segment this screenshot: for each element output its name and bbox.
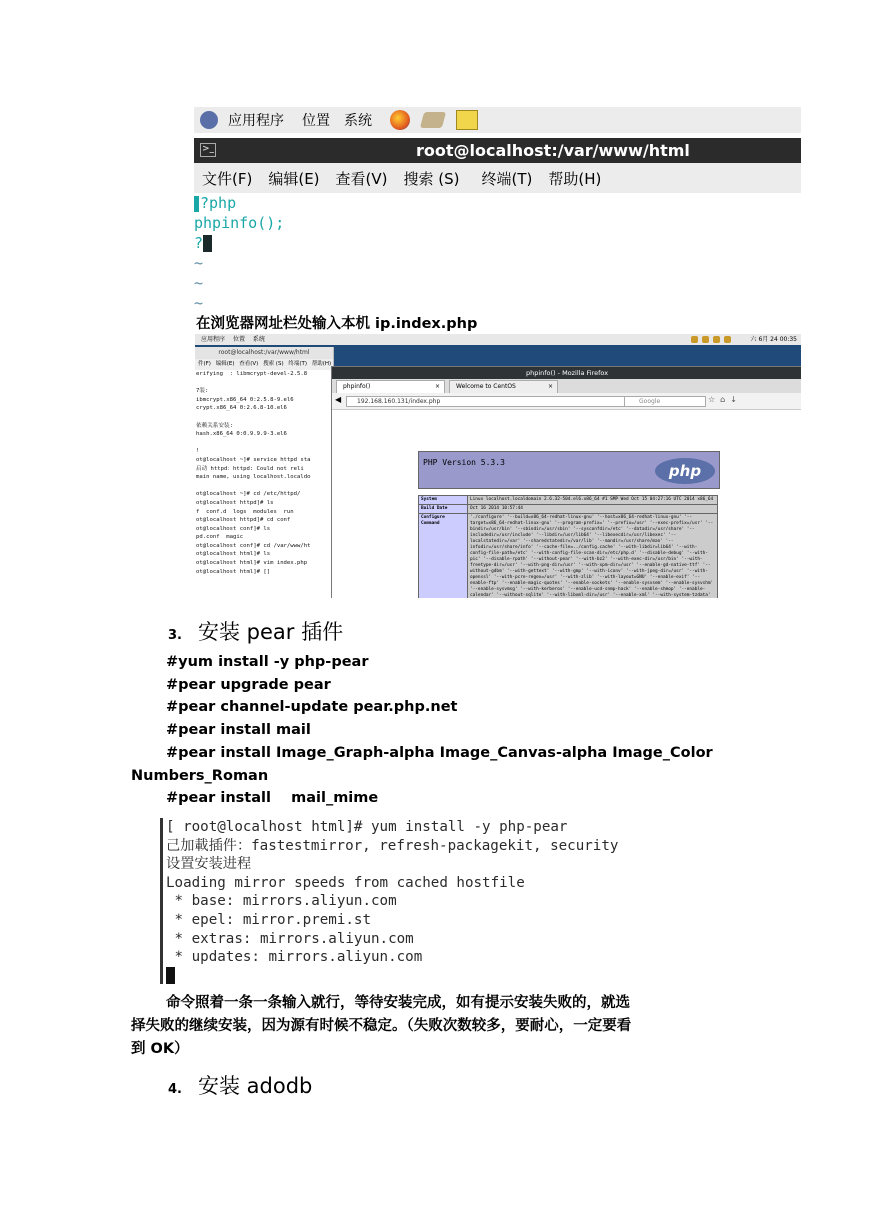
command-line: Numbers_Roman xyxy=(131,768,269,784)
menu-edit: 编辑(E) xyxy=(215,361,235,367)
tab-bar xyxy=(332,379,801,393)
menu-file: 件(F) xyxy=(198,361,211,367)
menu-view: 查看(V) xyxy=(335,169,388,188)
table-row xyxy=(419,514,718,599)
terminal-menubar xyxy=(195,359,333,370)
empty-line-marker: ~ xyxy=(194,274,204,292)
terminal-window xyxy=(195,347,334,598)
terminal-line: [ root@localhost html]# yum install -y php-pear xyxy=(166,819,568,835)
terminal-line: hash.x86_64 0:0.9.9.9-3.el6 xyxy=(196,431,287,438)
row-key: Build Date xyxy=(419,505,468,514)
row-key: Configure Command xyxy=(419,514,468,599)
command-line: #pear install mail_mime xyxy=(166,790,379,806)
terminal-title: root@localhost:/var/www/html xyxy=(195,347,333,359)
panel-applications: 应用程序 xyxy=(228,113,284,129)
search-field: Google xyxy=(624,396,706,407)
command-line: #pear upgrade pear xyxy=(166,677,331,693)
row-value: Linux localhost.localdomain 2.6.32-504.el6.x86_64 #1 SMP Wed Oct 15 04:27:16 UTC 2014 x86_64 xyxy=(468,496,718,505)
terminal-line xyxy=(196,379,333,388)
close-icon: × xyxy=(434,383,440,390)
close-icon: × xyxy=(547,383,553,390)
panel-places: 位置 xyxy=(232,336,245,343)
empty-line-marker: ~ xyxy=(194,254,204,272)
terminal-line: ot@localhost httpd]# cd conf xyxy=(196,517,291,524)
terminal-line: erifying : libmcrypt-devel-2.5.8 xyxy=(196,371,308,377)
terminal-line: pd.conf magic xyxy=(196,534,244,541)
command-line: #yum install -y php-pear xyxy=(166,654,369,670)
terminal-line: * updates: mirrors.aliyun.com xyxy=(166,949,423,966)
table-row xyxy=(419,505,718,514)
navigation-bar xyxy=(332,393,801,410)
window-border xyxy=(160,818,163,984)
terminal-line xyxy=(196,413,333,422)
row-value: Oct 16 2014 10:57:44 xyxy=(468,505,718,514)
panel-places: 位置 xyxy=(302,113,330,129)
yum-output-screenshot xyxy=(160,814,660,986)
desktop-top-panel xyxy=(195,334,801,345)
code-line: ? xyxy=(194,234,204,252)
terminal-line: ot@localhost html]# [] xyxy=(196,568,271,575)
terminal-line: ot@localhost conf]# cd /var/www/ht xyxy=(196,542,311,549)
command-line: #pear install mail xyxy=(166,722,311,738)
tray-icon xyxy=(713,336,720,343)
terminal-line: * extras: mirrors.aliyun.com xyxy=(166,930,414,947)
tab-label: Welcome to CentOS xyxy=(456,383,516,390)
section-title: 安装 adodb xyxy=(198,1074,313,1098)
row-key: System xyxy=(419,496,468,505)
terminal-output xyxy=(166,818,618,967)
terminal-line: ot@localhost conf]# ls xyxy=(196,525,271,532)
panel-system: 系统 xyxy=(252,336,265,343)
vim-buffer xyxy=(194,193,284,312)
phpinfo-table xyxy=(418,495,718,598)
menu-search: 搜索 (S) xyxy=(403,169,460,188)
section-heading-4 xyxy=(168,1070,312,1100)
section-title: 安装 pear 插件 xyxy=(198,620,344,644)
terminal-titlebar xyxy=(194,138,801,163)
row-value: './configure' '--build=x86_64-redhat-linux-gnu' '--host=x86_64-redhat-linux-gnu' '--target=x86_64-redhat-linux-gnu' '--program-prefix=' '--prefix=/usr' '--exec-prefix=/usr' '--bindir=/usr/bin' '--sbindir=/usr/sbin' '--sysconfdir=/etc' '--datadir=/usr/share' '--includedir=/usr/include' '--libdir=/usr/lib64' '--libexecdir=/usr/libexec' '--localstatedir=/var' '--sharedstatedir=/var/lib' '--mandir=/usr/share/man' '--infodir=/usr/share/info' '--cache-file=../config.cache' '--with-libdir=lib64' '--with-config-file-path=/etc' '--with-config-file-scan-dir=/etc/php.d' '--disable-debug' '--with-pic' '--disable-rpath' '--without-pear' '--with-bz2' '--with-exec-dir=/usr/bin' '--with-freetype-dir=/usr' '--with-png-dir=/usr' '--with-xpm-dir=/usr' '--enable-gd-native-ttf' '--without-gdbm' '--with-gettext' '--with-gmp' '--with-iconv' '--with-jpeg-dir=/usr' '--with-openssl' '--with-pcre-regex=/usr' '--with-zlib' '--with-layout=GNU' '--enable-exif' '--enable-ftp' '--enable-magic-quotes' '--enable-sockets' '--enable-sysvsem' '--enable-sysvshm' '--enable-sysvmsg' '--with-kerberos' '--enable-ucd-snmp-hack' '--enable-shmop' '--enable-calendar' '--without-sqlite' '--with-libxml-dir=/usr' '--enable-xml' '--with-system-tzdata' xyxy=(468,514,718,599)
menu-terminal: 终端(T) xyxy=(481,169,533,188)
mail-icon xyxy=(420,112,446,128)
cursor-mark-icon xyxy=(194,196,199,212)
firefox-phpinfo-screenshot xyxy=(195,334,801,598)
terminal-line: ot@localhost html]# ls xyxy=(196,551,271,558)
system-tray xyxy=(691,336,731,343)
code-line: phpinfo(); xyxy=(194,214,285,232)
notes-icon xyxy=(456,110,478,130)
terminal-line: * base: mirrors.aliyun.com xyxy=(166,893,397,910)
terminal-line: ot@localhost ~]# cd /etc/httpd/ xyxy=(196,491,301,498)
toolbar-icons: ☆⌂↓ xyxy=(708,395,742,404)
command-line: #pear channel-update pear.php.net xyxy=(166,699,458,715)
empty-line-marker: ~ xyxy=(194,294,204,312)
terminal-line: Loading mirror speeds from cached hostfile xyxy=(166,874,525,891)
menu-file: 文件(F) xyxy=(202,169,253,188)
menu-help: 帮助(H) xyxy=(548,169,602,188)
section-number: 4. xyxy=(168,1082,182,1097)
panel-clock: 六 6月 24 00:35 xyxy=(750,336,797,343)
firefox-window xyxy=(331,366,801,598)
terminal-menubar xyxy=(194,163,801,193)
terminal-line: 设置安装进程 xyxy=(166,856,252,873)
terminal-output xyxy=(195,370,333,576)
terminal-line: 7装: xyxy=(196,388,209,395)
terminal-line: ot@localhost httpd]# ls xyxy=(196,499,274,506)
command-line: #pear install Image_Graph-alpha Image_Canvas-alpha Image_Color xyxy=(166,745,713,761)
terminal-line: main name, using localhost.localdo xyxy=(196,474,311,481)
terminal-line: f conf.d logs modules run xyxy=(196,508,294,515)
firefox-icon xyxy=(390,110,410,130)
terminal-line: crypt.x86_64 0:2.6.8-10.el6 xyxy=(196,405,287,412)
tray-icon xyxy=(702,336,709,343)
paragraph-line: 到 OK） xyxy=(131,1041,189,1057)
terminal-line: * epel: mirror.premi.st xyxy=(166,911,371,928)
tab-welcome xyxy=(449,380,558,393)
terminal-line xyxy=(196,482,333,491)
tab-label: phpinfo() xyxy=(343,383,371,390)
terminal-title: root@localhost:/var/www/html xyxy=(416,141,690,160)
terminal-line: ot@localhost ~]# service httpd sta xyxy=(196,456,311,463)
terminal-line: ibmcrypt.x86_64 0:2.5.8-9.el6 xyxy=(196,396,294,403)
menu-terminal: 终端(T) xyxy=(288,361,307,367)
caption-browser-instruction: 在浏览器网址栏处输入本机 ip.index.php xyxy=(196,316,478,332)
text-cursor xyxy=(166,967,175,984)
terminal-line: 依赖关系安装: xyxy=(196,422,233,429)
terminal-line: 己加載插件：fastestmirror, refresh-packagekit, security xyxy=(166,837,619,854)
menu-help: 帮助(H) xyxy=(311,361,332,367)
terminal-line xyxy=(196,439,333,448)
php-version: PHP Version 5.3.3 xyxy=(423,458,505,467)
back-icon: ◀ xyxy=(335,395,342,404)
php-logo: php xyxy=(655,458,715,484)
terminal-line: 启动 httpd：httpd: Could not reli xyxy=(196,465,304,472)
php-version-banner xyxy=(418,451,720,489)
paragraph-line: 命令照着一条一条输入就行，等待安装完成，如有提示安装失败的，就选 xyxy=(166,995,630,1011)
tray-icon xyxy=(724,336,731,343)
terminal-icon: >_ xyxy=(200,143,216,157)
text-cursor xyxy=(203,235,212,252)
paragraph-line: 择失败的继续安装，因为源有时候不稳定。（失败次数较多，要耐心，一定要看 xyxy=(131,1018,632,1034)
section-heading-3 xyxy=(168,616,343,646)
menu-view: 查看(V) xyxy=(239,361,259,367)
desktop-top-panel xyxy=(194,107,801,133)
table-row xyxy=(419,496,718,505)
section-number: 3. xyxy=(168,628,182,643)
applications-icon xyxy=(200,111,218,129)
terminal-line: ot@localhost html]# vim index.php xyxy=(196,560,308,567)
menu-edit: 编辑(E) xyxy=(268,169,320,188)
vim-terminal-screenshot xyxy=(194,107,801,312)
terminal-line: ! xyxy=(196,448,200,455)
url-field: 192.168.160.131/index.php xyxy=(346,396,628,407)
menu-search: 搜索 (S) xyxy=(263,361,284,367)
panel-applications: 应用程序 xyxy=(201,336,226,343)
tray-icon xyxy=(691,336,698,343)
code-line: ?php xyxy=(200,194,237,212)
tab-phpinfo xyxy=(336,380,445,393)
firefox-titlebar: phpinfo() - Mozilla Firefox xyxy=(332,367,801,379)
panel-system: 系统 xyxy=(344,113,372,129)
